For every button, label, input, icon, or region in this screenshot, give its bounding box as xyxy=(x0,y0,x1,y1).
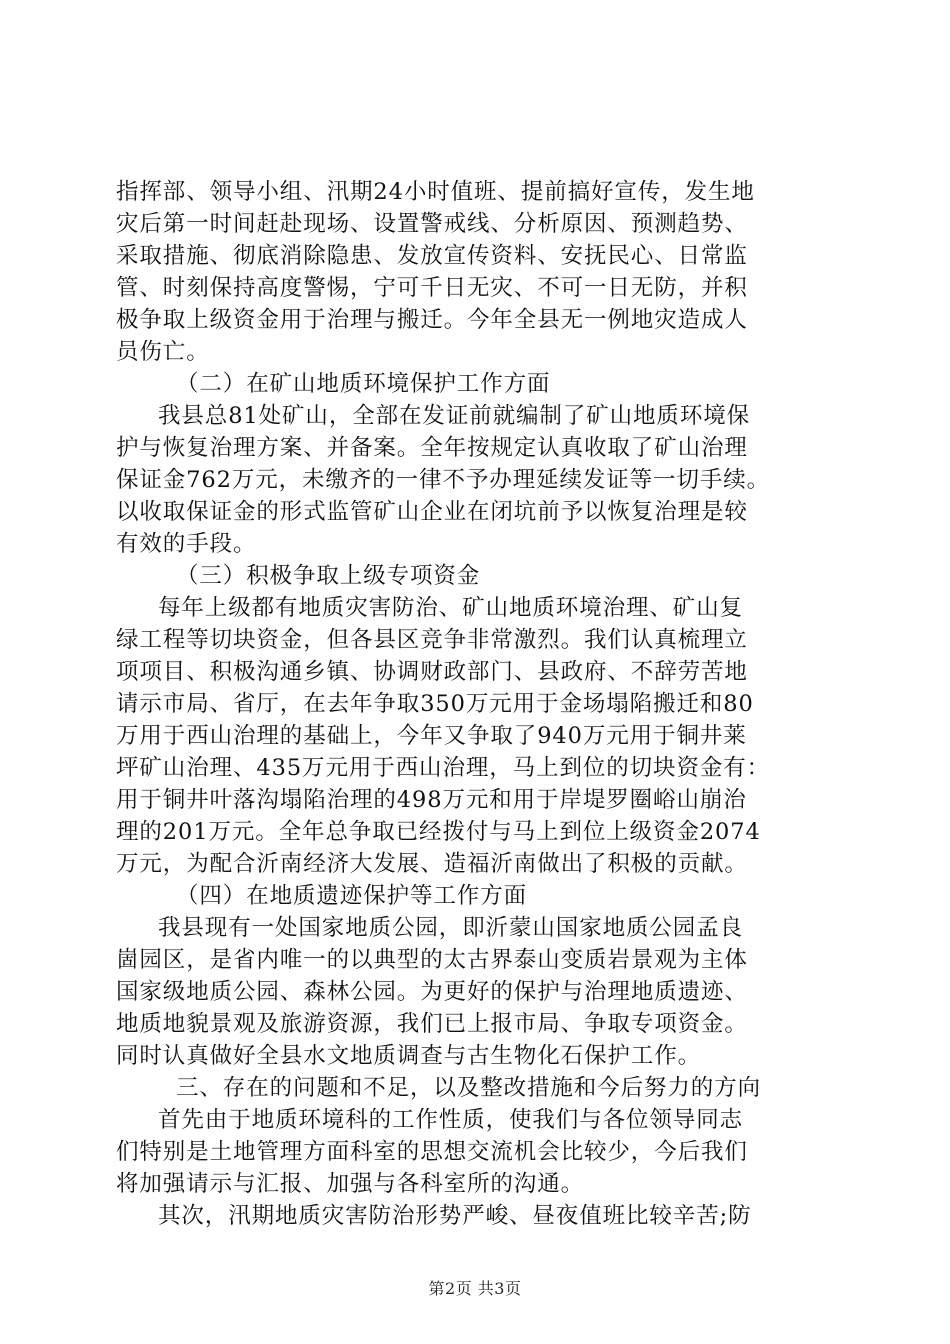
text-line: 国家级地质公园、森林公园。为更好的保护与治理地质遗迹、 xyxy=(116,979,748,1005)
text-line: 将加强请示与汇报、加强与各科室所的沟通。 xyxy=(116,1171,585,1197)
text-line: 用于铜井叶落沟塌陷治理的498万元和用于岸堤罗圈峪山崩治 xyxy=(116,787,747,813)
text-line: 万元，为配合沂南经济大发展、造福沂南做出了积极的贡献。 xyxy=(116,851,748,877)
section-heading: 三、存在的问题和不足，以及整改措施和今后努力的方向 xyxy=(176,1075,762,1101)
text-line: 请示市局、省厅，在去年争取350万元用于金场塌陷搬迁和80 xyxy=(116,691,754,717)
paragraph-start: 我县总81处矿山，全部在发证前就编制了矿山地质环境保 xyxy=(158,403,751,429)
text-line: 理的201万元。全年总争取已经拨付与马上到位上级资金2074 xyxy=(116,819,761,845)
section-heading: （四）在地质遗迹保护等工作方面 xyxy=(176,883,528,909)
text-line: 极争取上级资金用于治理与搬迁。今年全县无一例地灾造成人 xyxy=(116,307,748,333)
paragraph-start: 其次，汛期地质灾害防治形势严峻、昼夜值班比较辛苦;防 xyxy=(158,1203,752,1229)
text-line: 绿工程等切块资金，但各县区竞争非常激烈。我们认真梳理立 xyxy=(116,627,748,653)
text-line: 坪矿山治理、435万元用于西山治理，马上到位的切块资金有： xyxy=(116,755,771,781)
section-heading: （二）在矿山地质环境保护工作方面 xyxy=(176,371,551,397)
text-line: 项项目、积极沟通乡镇、协调财政部门、县政府、不辞劳苦地 xyxy=(116,659,748,685)
text-line: 万用于西山治理的基础上，今年又争取了940万元用于铜井莱 xyxy=(116,723,747,749)
text-line: 有效的手段。 xyxy=(116,531,257,557)
page-number-footer: 第2页 共3页 xyxy=(428,1279,522,1298)
text-line: 护与恢复治理方案、并备案。全年按规定认真收取了矿山治理 xyxy=(116,435,748,461)
text-line: 员伤亡。 xyxy=(116,339,210,365)
text-line: 灾后第一时间赶赴现场、设置警戒线、分析原因、预测趋势、 xyxy=(116,211,748,237)
text-line: 以收取保证金的形式监管矿山企业在闭坑前予以恢复治理是较 xyxy=(116,499,748,525)
text-line: 采取措施、彻底消除隐患、发放宣传资料、安抚民心、日常监 xyxy=(116,243,748,269)
text-line: 管、时刻保持高度警惕，宁可千日无灾、不可一日无防，并积 xyxy=(116,275,748,301)
text-line: 地质地貌景观及旅游资源，我们已上报市局、争取专项资金。 xyxy=(116,1011,748,1037)
paragraph-start: 每年上级都有地质灾害防治、矿山地质环境治理、矿山复 xyxy=(158,595,744,621)
text-line: 崮园区，是省内唯一的以典型的太古界泰山变质岩景观为主体 xyxy=(116,947,748,973)
paragraph-start: 我县现有一处国家地质公园，即沂蒙山国家地质公园孟良 xyxy=(158,915,744,941)
paragraph-start: 首先由于地质环境科的工作性质，使我们与各位领导同志 xyxy=(158,1107,744,1133)
text-line: 保证金762万元，未缴齐的一律不予办理延续发证等一切手续。 xyxy=(116,467,771,493)
text-line: 同时认真做好全县水文地质调查与古生物化石保护工作。 xyxy=(116,1043,702,1069)
text-line: 们特别是土地管理方面科室的思想交流机会比较少，今后我们 xyxy=(116,1139,748,1165)
text-line: 指挥部、领导小组、汛期24小时值班、提前搞好宣传，发生地 xyxy=(116,179,755,205)
section-heading: （三）积极争取上级专项资金 xyxy=(176,563,481,589)
